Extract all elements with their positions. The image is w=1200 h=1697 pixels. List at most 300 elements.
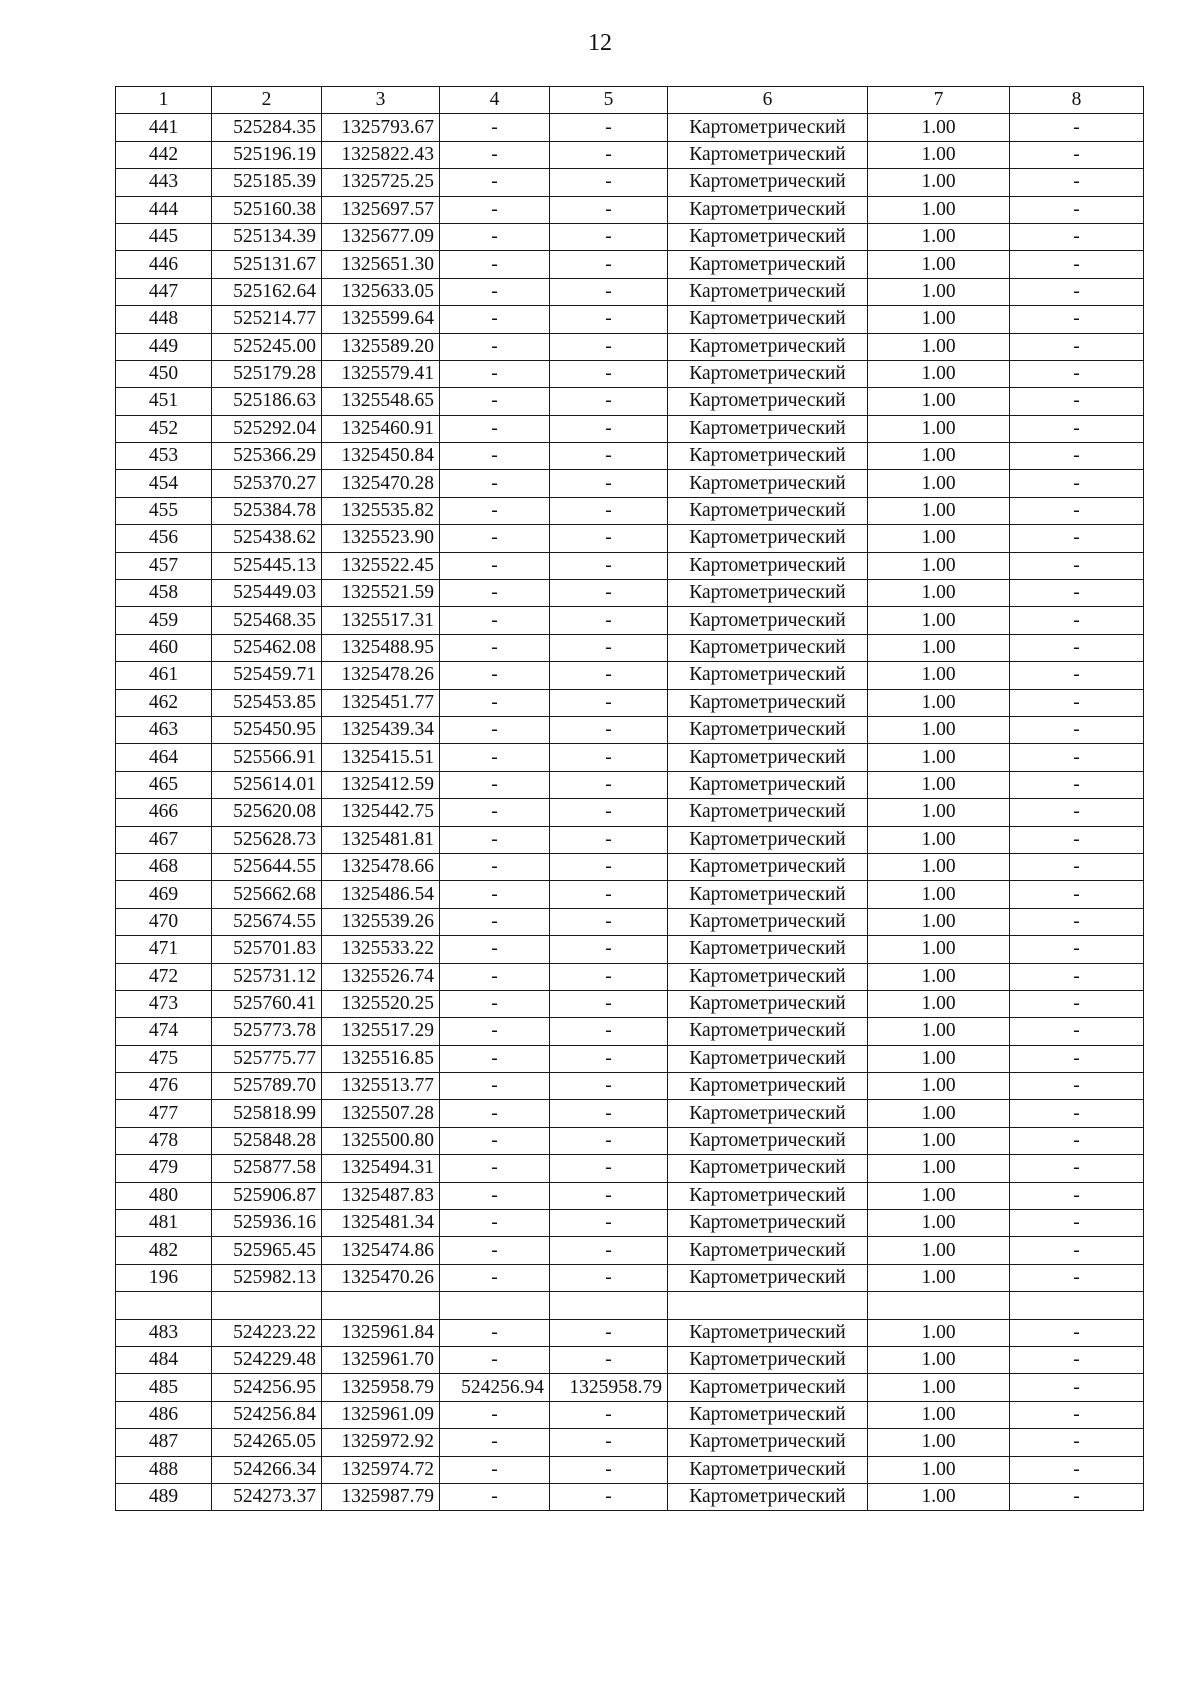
method-cell: Картометрический (668, 1319, 868, 1346)
note-cell: - (1010, 580, 1144, 607)
header-cell: 2 (212, 87, 322, 114)
note-cell: - (1010, 1374, 1144, 1401)
y-alt-cell: - (550, 223, 668, 250)
table-row (116, 1210, 1144, 1237)
x-alt-cell: - (440, 1456, 550, 1483)
y-alt-cell: - (550, 963, 668, 990)
header-cell: 3 (322, 87, 440, 114)
x-coordinate-cell: 525614.01 (212, 771, 322, 798)
table-row (116, 1374, 1144, 1401)
x-coordinate-cell: 524229.48 (212, 1346, 322, 1373)
y-coordinate-cell: 1325450.84 (322, 443, 440, 470)
point-number-cell: 479 (116, 1155, 212, 1182)
x-alt-cell: - (440, 634, 550, 661)
y-coordinate-cell: 1325439.34 (322, 716, 440, 743)
y-coordinate-cell: 1325517.29 (322, 1018, 440, 1045)
accuracy-cell: 1.00 (868, 990, 1010, 1017)
y-coordinate-cell: 1325793.67 (322, 114, 440, 141)
x-coordinate-cell: 525628.73 (212, 826, 322, 853)
method-cell: Картометрический (668, 1264, 868, 1291)
y-alt-cell: - (550, 1429, 668, 1456)
table-row (116, 1346, 1144, 1373)
point-number-cell: 476 (116, 1073, 212, 1100)
y-coordinate-cell: 1325478.26 (322, 662, 440, 689)
note-cell: - (1010, 306, 1144, 333)
y-coordinate-cell: 1325974.72 (322, 1456, 440, 1483)
x-coordinate-cell: 525906.87 (212, 1182, 322, 1209)
method-cell: Картометрический (668, 1429, 868, 1456)
point-number-cell: 441 (116, 114, 212, 141)
header-cell: 7 (868, 87, 1010, 114)
point-number-cell: 481 (116, 1210, 212, 1237)
x-coordinate-cell: 525185.39 (212, 169, 322, 196)
x-coordinate-cell: 525384.78 (212, 497, 322, 524)
note-cell: - (1010, 388, 1144, 415)
y-coordinate-cell: 1325822.43 (322, 141, 440, 168)
point-number-cell: 459 (116, 607, 212, 634)
accuracy-cell: 1.00 (868, 443, 1010, 470)
x-alt-cell: - (440, 826, 550, 853)
y-alt-cell: - (550, 1045, 668, 1072)
method-cell: Картометрический (668, 443, 868, 470)
y-alt-cell: - (550, 1018, 668, 1045)
note-cell: - (1010, 552, 1144, 579)
note-cell: - (1010, 497, 1144, 524)
table-row (116, 1456, 1144, 1483)
x-coordinate-cell: 524256.95 (212, 1374, 322, 1401)
x-alt-cell: - (440, 689, 550, 716)
note-cell: - (1010, 1401, 1144, 1428)
method-cell: Картометрический (668, 1237, 868, 1264)
note-cell: - (1010, 744, 1144, 771)
note-cell: - (1010, 771, 1144, 798)
method-cell: Картометрический (668, 936, 868, 963)
table-row (116, 114, 1144, 141)
y-alt-cell: - (550, 1127, 668, 1154)
point-number-cell: 484 (116, 1346, 212, 1373)
point-number-cell: 444 (116, 196, 212, 223)
accuracy-cell: 1.00 (868, 1155, 1010, 1182)
table-row (116, 1045, 1144, 1072)
y-alt-cell: - (550, 936, 668, 963)
accuracy-cell: 1.00 (868, 1401, 1010, 1428)
y-coordinate-cell: 1325972.92 (322, 1429, 440, 1456)
x-alt-cell: - (440, 936, 550, 963)
x-coordinate-cell: 525775.77 (212, 1045, 322, 1072)
table-row (116, 1127, 1144, 1154)
y-coordinate-cell: 1325599.64 (322, 306, 440, 333)
header-cell: 8 (1010, 87, 1144, 114)
y-coordinate-cell: 1325442.75 (322, 799, 440, 826)
x-alt-cell: - (440, 1210, 550, 1237)
x-alt-cell: - (440, 223, 550, 250)
x-alt-cell: - (440, 1401, 550, 1428)
method-cell: Картометрический (668, 470, 868, 497)
x-alt-cell: - (440, 908, 550, 935)
x-alt-cell: - (440, 196, 550, 223)
x-coordinate-cell: 525453.85 (212, 689, 322, 716)
method-cell: Картометрический (668, 525, 868, 552)
y-coordinate-cell: 1325522.45 (322, 552, 440, 579)
accuracy-cell: 1.00 (868, 1456, 1010, 1483)
method-cell: Картометрический (668, 1483, 868, 1510)
x-coordinate-cell: 524273.37 (212, 1483, 322, 1510)
x-alt-cell: - (440, 251, 550, 278)
x-coordinate-cell: 525370.27 (212, 470, 322, 497)
y-alt-cell: - (550, 278, 668, 305)
method-cell: Картометрический (668, 114, 868, 141)
x-alt-cell: - (440, 744, 550, 771)
y-coordinate-cell: 1325487.83 (322, 1182, 440, 1209)
y-coordinate-cell: 1325677.09 (322, 223, 440, 250)
x-coordinate-cell: 525438.62 (212, 525, 322, 552)
y-alt-cell: - (550, 497, 668, 524)
x-coordinate-cell: 525566.91 (212, 744, 322, 771)
x-alt-cell (440, 1292, 550, 1319)
accuracy-cell: 1.00 (868, 1319, 1010, 1346)
note-cell: - (1010, 360, 1144, 387)
method-cell: Картометрический (668, 580, 868, 607)
accuracy-cell: 1.00 (868, 1210, 1010, 1237)
x-coordinate-cell (212, 1292, 322, 1319)
point-number-cell: 442 (116, 141, 212, 168)
accuracy-cell: 1.00 (868, 881, 1010, 908)
accuracy-cell: 1.00 (868, 1264, 1010, 1291)
note-cell: - (1010, 1182, 1144, 1209)
point-number-cell: 447 (116, 278, 212, 305)
table-row (116, 634, 1144, 661)
accuracy-cell: 1.00 (868, 963, 1010, 990)
point-number-cell (116, 1292, 212, 1319)
y-coordinate-cell: 1325725.25 (322, 169, 440, 196)
y-coordinate-cell: 1325474.86 (322, 1237, 440, 1264)
table-row (116, 552, 1144, 579)
x-alt-cell: - (440, 333, 550, 360)
method-cell: Картометрический (668, 1401, 868, 1428)
method-cell: Картометрический (668, 607, 868, 634)
table-row (116, 963, 1144, 990)
x-coordinate-cell: 525620.08 (212, 799, 322, 826)
point-number-cell: 486 (116, 1401, 212, 1428)
x-alt-cell: - (440, 1073, 550, 1100)
method-cell: Картометрический (668, 278, 868, 305)
accuracy-cell: 1.00 (868, 333, 1010, 360)
method-cell: Картометрический (668, 1346, 868, 1373)
table-row (116, 1429, 1144, 1456)
accuracy-cell: 1.00 (868, 223, 1010, 250)
method-cell: Картометрический (668, 1210, 868, 1237)
y-alt-cell: - (550, 1346, 668, 1373)
y-alt-cell: - (550, 1319, 668, 1346)
x-coordinate-cell: 525982.13 (212, 1264, 322, 1291)
point-number-cell: 478 (116, 1127, 212, 1154)
accuracy-cell: 1.00 (868, 1182, 1010, 1209)
point-number-cell: 470 (116, 908, 212, 935)
header-cell: 4 (440, 87, 550, 114)
x-alt-cell: - (440, 169, 550, 196)
table-row (116, 799, 1144, 826)
method-cell: Картометрический (668, 333, 868, 360)
y-coordinate-cell: 1325961.09 (322, 1401, 440, 1428)
y-coordinate-cell: 1325961.70 (322, 1346, 440, 1373)
header-cell: 1 (116, 87, 212, 114)
note-cell: - (1010, 1073, 1144, 1100)
y-coordinate-cell: 1325958.79 (322, 1374, 440, 1401)
method-cell: Картометрический (668, 853, 868, 880)
accuracy-cell: 1.00 (868, 662, 1010, 689)
header-cell: 6 (668, 87, 868, 114)
method-cell: Картометрический (668, 497, 868, 524)
x-coordinate-cell: 525179.28 (212, 360, 322, 387)
y-coordinate-cell: 1325494.31 (322, 1155, 440, 1182)
table-row (116, 470, 1144, 497)
method-cell: Картометрический (668, 1073, 868, 1100)
x-coordinate-cell: 524223.22 (212, 1319, 322, 1346)
x-coordinate-cell: 525462.08 (212, 634, 322, 661)
y-alt-cell: - (550, 1237, 668, 1264)
page-number: 12 (588, 30, 612, 56)
y-alt-cell: - (550, 826, 668, 853)
x-alt-cell: - (440, 552, 550, 579)
accuracy-cell: 1.00 (868, 1073, 1010, 1100)
note-cell: - (1010, 689, 1144, 716)
accuracy-cell: 1.00 (868, 853, 1010, 880)
coordinates-table (115, 86, 1144, 1511)
x-alt-cell: - (440, 716, 550, 743)
y-coordinate-cell: 1325478.66 (322, 853, 440, 880)
y-alt-cell: 1325958.79 (550, 1374, 668, 1401)
note-cell: - (1010, 443, 1144, 470)
y-alt-cell: - (550, 388, 668, 415)
table-row (116, 1401, 1144, 1428)
y-alt-cell: - (550, 990, 668, 1017)
x-coordinate-cell: 525449.03 (212, 580, 322, 607)
point-number-cell: 446 (116, 251, 212, 278)
note-cell: - (1010, 799, 1144, 826)
note-cell: - (1010, 1429, 1144, 1456)
accuracy-cell: 1.00 (868, 1045, 1010, 1072)
x-coordinate-cell: 524265.05 (212, 1429, 322, 1456)
x-coordinate-cell: 525245.00 (212, 333, 322, 360)
y-coordinate-cell: 1325521.59 (322, 580, 440, 607)
method-cell: Картометрический (668, 141, 868, 168)
y-coordinate-cell: 1325548.65 (322, 388, 440, 415)
x-alt-cell: - (440, 278, 550, 305)
note-cell: - (1010, 1127, 1144, 1154)
x-coordinate-cell: 525450.95 (212, 716, 322, 743)
x-alt-cell: - (440, 1483, 550, 1510)
x-coordinate-cell: 525186.63 (212, 388, 322, 415)
x-coordinate-cell: 525965.45 (212, 1237, 322, 1264)
y-coordinate-cell (322, 1292, 440, 1319)
note-cell: - (1010, 826, 1144, 853)
method-cell: Картометрический (668, 169, 868, 196)
note-cell: - (1010, 990, 1144, 1017)
x-alt-cell: - (440, 853, 550, 880)
note-cell: - (1010, 223, 1144, 250)
method-cell: Картометрический (668, 881, 868, 908)
point-number-cell: 443 (116, 169, 212, 196)
y-coordinate-cell: 1325697.57 (322, 196, 440, 223)
note-cell: - (1010, 169, 1144, 196)
note-cell: - (1010, 1210, 1144, 1237)
x-coordinate-cell: 525773.78 (212, 1018, 322, 1045)
note-cell: - (1010, 525, 1144, 552)
y-coordinate-cell: 1325486.54 (322, 881, 440, 908)
y-alt-cell: - (550, 552, 668, 579)
x-alt-cell: - (440, 963, 550, 990)
y-alt-cell: - (550, 169, 668, 196)
y-coordinate-cell: 1325513.77 (322, 1073, 440, 1100)
table-row (116, 196, 1144, 223)
note-cell: - (1010, 908, 1144, 935)
table-row (116, 497, 1144, 524)
point-number-cell: 196 (116, 1264, 212, 1291)
point-number-cell: 454 (116, 470, 212, 497)
note-cell: - (1010, 278, 1144, 305)
method-cell: Картометрический (668, 716, 868, 743)
point-number-cell: 471 (116, 936, 212, 963)
method-cell: Картометрический (668, 1018, 868, 1045)
y-alt-cell (550, 1292, 668, 1319)
note-cell: - (1010, 196, 1144, 223)
table-row (116, 443, 1144, 470)
y-alt-cell: - (550, 771, 668, 798)
y-coordinate-cell: 1325533.22 (322, 936, 440, 963)
table-row (116, 415, 1144, 442)
x-alt-cell: - (440, 1319, 550, 1346)
x-coordinate-cell: 525284.35 (212, 114, 322, 141)
note-cell: - (1010, 1483, 1144, 1510)
table-row (116, 1182, 1144, 1209)
method-cell: Картометрический (668, 771, 868, 798)
y-alt-cell: - (550, 1073, 668, 1100)
note-cell: - (1010, 114, 1144, 141)
y-coordinate-cell: 1325651.30 (322, 251, 440, 278)
y-coordinate-cell: 1325961.84 (322, 1319, 440, 1346)
x-coordinate-cell: 525644.55 (212, 853, 322, 880)
x-alt-cell: - (440, 771, 550, 798)
accuracy-cell: 1.00 (868, 114, 1010, 141)
method-cell: Картометрический (668, 1127, 868, 1154)
x-coordinate-cell: 525701.83 (212, 936, 322, 963)
method-cell: Картометрический (668, 360, 868, 387)
accuracy-cell: 1.00 (868, 1374, 1010, 1401)
x-coordinate-cell: 525468.35 (212, 607, 322, 634)
point-number-cell: 462 (116, 689, 212, 716)
y-coordinate-cell: 1325451.77 (322, 689, 440, 716)
y-alt-cell: - (550, 799, 668, 826)
table-row (116, 169, 1144, 196)
note-cell: - (1010, 1264, 1144, 1291)
x-alt-cell: - (440, 1237, 550, 1264)
accuracy-cell: 1.00 (868, 525, 1010, 552)
accuracy-cell: 1.00 (868, 141, 1010, 168)
table-row (116, 689, 1144, 716)
x-alt-cell: - (440, 415, 550, 442)
accuracy-cell: 1.00 (868, 1237, 1010, 1264)
x-coordinate-cell: 525160.38 (212, 196, 322, 223)
x-alt-cell: - (440, 1100, 550, 1127)
table-row (116, 580, 1144, 607)
y-alt-cell: - (550, 470, 668, 497)
point-number-cell: 477 (116, 1100, 212, 1127)
method-cell: Картометрический (668, 1100, 868, 1127)
method-cell: Картометрический (668, 1155, 868, 1182)
note-cell: - (1010, 634, 1144, 661)
x-alt-cell: - (440, 799, 550, 826)
point-number-cell: 480 (116, 1182, 212, 1209)
y-alt-cell: - (550, 1210, 668, 1237)
note-cell: - (1010, 470, 1144, 497)
accuracy-cell: 1.00 (868, 1483, 1010, 1510)
table-row (116, 607, 1144, 634)
y-alt-cell: - (550, 141, 668, 168)
point-number-cell: 453 (116, 443, 212, 470)
point-number-cell: 448 (116, 306, 212, 333)
accuracy-cell: 1.00 (868, 415, 1010, 442)
table-row (116, 278, 1144, 305)
x-coordinate-cell: 525214.77 (212, 306, 322, 333)
y-coordinate-cell: 1325520.25 (322, 990, 440, 1017)
y-alt-cell: - (550, 415, 668, 442)
note-cell: - (1010, 853, 1144, 880)
note-cell: - (1010, 716, 1144, 743)
table-row (116, 1073, 1144, 1100)
accuracy-cell: 1.00 (868, 634, 1010, 661)
point-number-cell: 455 (116, 497, 212, 524)
x-coordinate-cell: 525292.04 (212, 415, 322, 442)
x-alt-cell: - (440, 1264, 550, 1291)
point-number-cell: 452 (116, 415, 212, 442)
x-coordinate-cell: 525760.41 (212, 990, 322, 1017)
x-alt-cell: - (440, 1018, 550, 1045)
method-cell: Картометрический (668, 990, 868, 1017)
method-cell: Картометрический (668, 415, 868, 442)
accuracy-cell: 1.00 (868, 689, 1010, 716)
y-coordinate-cell: 1325517.31 (322, 607, 440, 634)
x-alt-cell: - (440, 470, 550, 497)
method-cell: Картометрический (668, 306, 868, 333)
table-row (116, 1319, 1144, 1346)
note-cell: - (1010, 333, 1144, 360)
method-cell: Картометрический (668, 963, 868, 990)
point-number-cell: 473 (116, 990, 212, 1017)
point-number-cell: 466 (116, 799, 212, 826)
table-row (116, 826, 1144, 853)
point-number-cell: 483 (116, 1319, 212, 1346)
point-number-cell: 474 (116, 1018, 212, 1045)
table-row (116, 1483, 1144, 1510)
note-cell: - (1010, 936, 1144, 963)
method-cell: Картометрический (668, 251, 868, 278)
accuracy-cell: 1.00 (868, 196, 1010, 223)
x-coordinate-cell: 525789.70 (212, 1073, 322, 1100)
point-number-cell: 485 (116, 1374, 212, 1401)
table-row (116, 908, 1144, 935)
x-alt-cell: - (440, 360, 550, 387)
table-row (116, 1155, 1144, 1182)
table-row (116, 744, 1144, 771)
note-cell: - (1010, 1155, 1144, 1182)
y-alt-cell: - (550, 1264, 668, 1291)
point-number-cell: 464 (116, 744, 212, 771)
point-number-cell: 450 (116, 360, 212, 387)
point-number-cell: 475 (116, 1045, 212, 1072)
x-coordinate-cell: 525162.64 (212, 278, 322, 305)
table-row (116, 251, 1144, 278)
x-alt-cell: - (440, 141, 550, 168)
